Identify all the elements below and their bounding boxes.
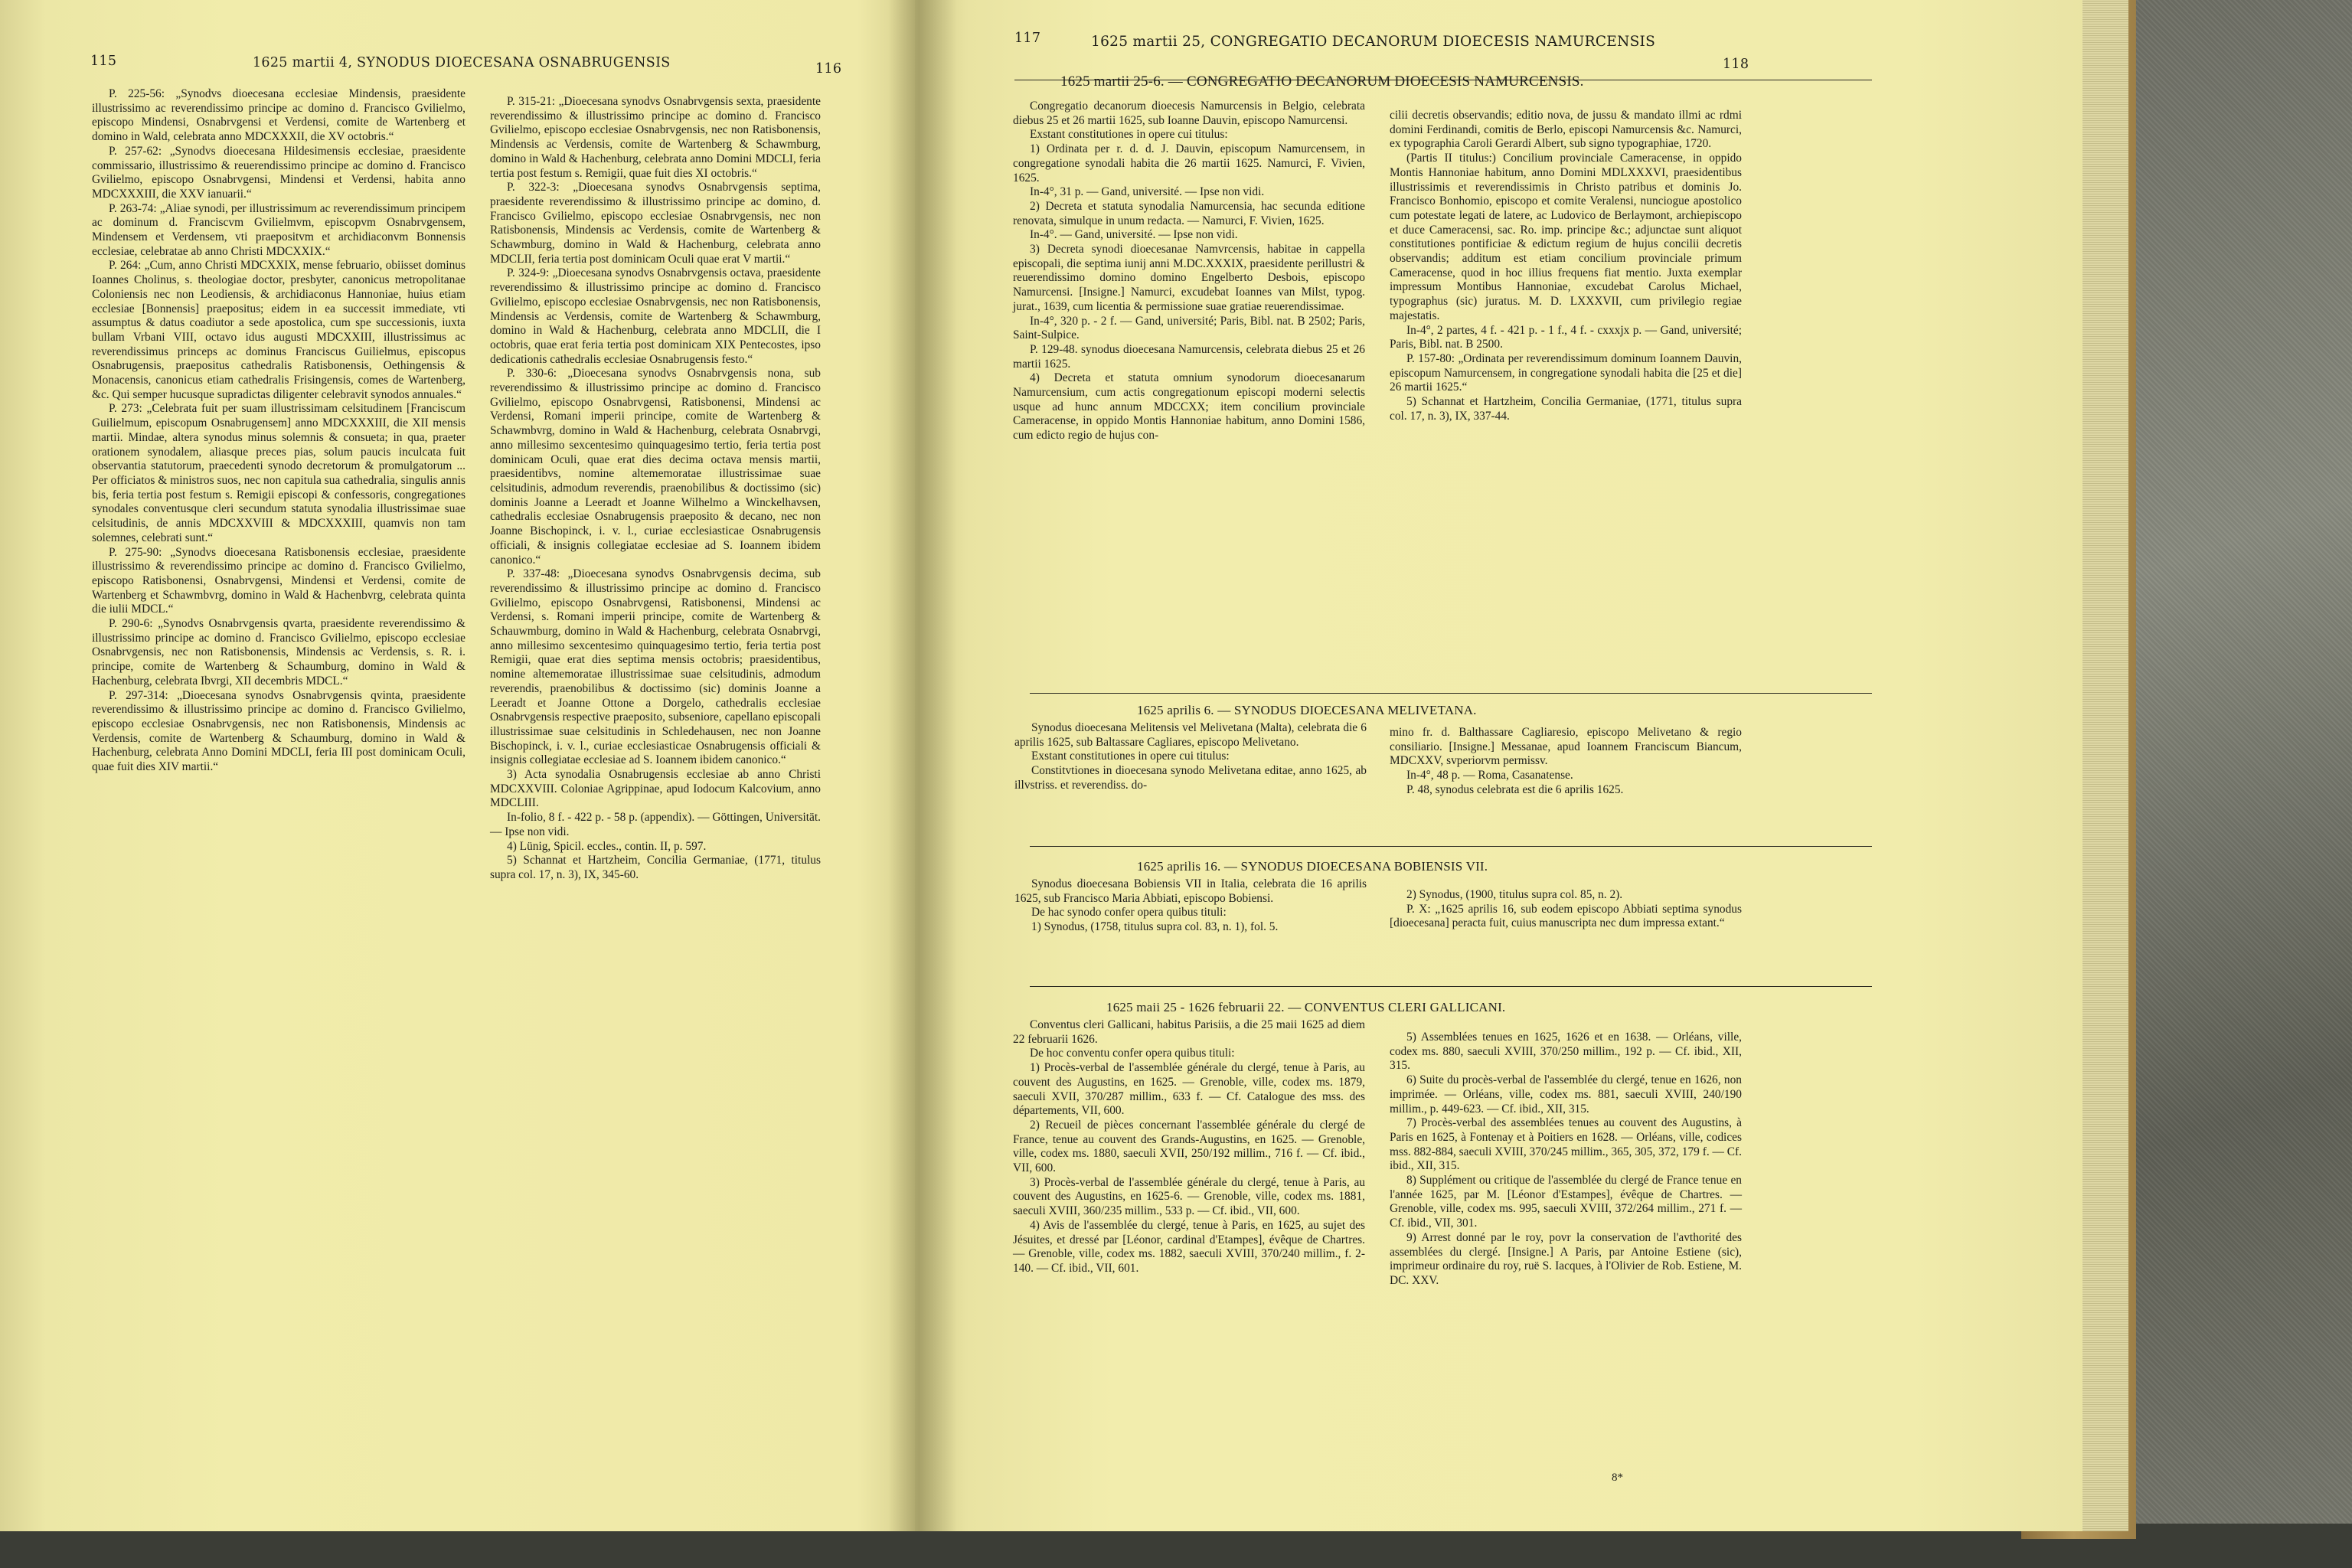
signature-mark: 8* (1612, 1472, 1623, 1484)
paragraph: 5) Schannat et Hartzheim, Concilia Germaniae, (1771, titulus supra col. 17, n. 3), IX, 337-44. (1390, 395, 1742, 423)
entry-p225: P. 225-56: „Synodvs dioecesana ecclesiae Mindensis, praesidente illustrissimo ac reverendissimo principe ac domino d. Francisco Gvilielmo, episcopo Mindensi, Osnabrvgensi et Verdensi, comite de Wartenberg et domino in Wald, celebrata anno MDCXXXII, die XV octobris.“ (92, 87, 466, 144)
entry-p290: P. 290-6: „Synodvs Osnabrvgensis qvarta, praesidente reverendissimo & illustrissimo principe ac domino d. Francisco Gvilielmo, episcopo ecclesiae Osnabrvgensis, nec non Ratisbonensis, Mindensis ac Verdensis, s. R. i. principe, comite de Wartenberg & Schaumburg, domino in Wald & Hachenburg, celebrata Ibvrgi, XII decembris MDCL.“ (92, 617, 466, 688)
page-number-118: 118 (1723, 57, 1749, 72)
paragraph: cilii decretis observandis; editio nova, de jussu & mandato illmi ac rdmi domini Ferdinandi, comitis de Berlo, episcopi Namurcensis &c. Namurci, ex typographia Caroli Gerardi Albert, sub signo typographiae, 1720. (1390, 109, 1742, 151)
right-page (915, 0, 2128, 1531)
bobiensis-column-a (1014, 877, 1367, 935)
paragraph: P. 157-80: „Ordinata per reverendissimum dominum Ioannem Dauvin, episcopum Namurcensem, in congregatione synodali habita die [25 et die] 26 martii 1625.“ (1390, 351, 1742, 394)
paragraph: 4) Decreta et statuta omnium synodorum dioecesanarum Namurcensium, cum actis congregationum episcopi moderni selectis usque ad hunc annum MDCCXX; item concilium provinciale Cameracense, in oppido Montis Hannoniae habitum, anno Domini 1586, cum edicto regio de hujus con- (1013, 371, 1365, 443)
entry-p337: P. 337-48: „Dioecesana synodvs Osnabrvgensis decima, sub reverendissimo & illustrissimo principe ac domino d. Francisco Gvilielmo, episcopo Osnabrvgensi, Ratisbonensi, Mindensi ac Verdensi, s. Romani imperii principe, comite de Wartenberg & Schauwmburg, domino in Wald & Hachenburg, celebrata Osnabrvgi, anno millesimo sexcentesimo quinquagesimo tertio, feria tertia post Remigii, quae erat dies septima mensis octobris; praesidentibus, nomine altememoratae illustrissimae suae celsitudinis, admodum reverendis, praenobilibus & doctissimo (sic) dominis Joanne a Leeradt et Joanne Ottone a Dorgelo, cathedralis ecclesiae Osnabrvgensis respective praeposito, subseniore, capellano episcopali illustrissimae suae celsitudinis in Schledehausen, nec non Joanne Bischopinck, i. v. l., curiae ecclesiasticae Osnabrugensis officiali & insignis collegiatae ecclesiae ad S. Ioannem ibidem canonico.“ (490, 567, 821, 767)
paragraph: 2) Recueil de pièces concernant l'assemblée générale du clergé de France, tenue au couvent des Grands-Augustins, en 1625. — Grenoble, ville, codex ms. 1880, saeculi XVII, 250/192 millim., 716 f. — Cf. ibid., VII, 600. (1013, 1118, 1365, 1175)
left-column-b (490, 95, 821, 883)
paragraph: De hac synodo confer opera quibus tituli: (1031, 906, 1227, 920)
paragraph: P. 48, synodus celebrata est die 6 aprilis 1625. (1406, 782, 1624, 796)
section-namurcensis-title: 1625 martii 25-6. — CONGREGATIO DECANORUM DIOECESIS NAMURCENSIS. (1060, 74, 1584, 90)
paragraph: Synodus dioecesana Bobiensis VII in Italia, celebrata die 16 aprilis 1625, sub Francisco Maria Abbiati, episcopo Bobiensi. (1014, 877, 1367, 905)
paragraph: De hoc conventu confer opera quibus tituli: (1030, 1047, 1235, 1060)
paragraph: 4) Avis de l'assemblée du clergé, tenue à Paris, en 1625, au sujet des Jésuites, et dressé par [Léonor, cardinal d'Etampes], évêque de Chartres. — Grenoble, ville, codex ms. 1882, saeculi XVIII, 370/240 millim., f. 2-140. — Cf. ibid., VII, 601. (1013, 1218, 1365, 1275)
paragraph: In-4°, 31 p. — Gand, université. — Ipse non vidi. (1030, 185, 1265, 199)
section-bobiensis-title: 1625 aprilis 16. — SYNODUS DIOECESANA BOBIENSIS VII. (1137, 859, 1488, 874)
section-divider-3 (1030, 986, 1872, 987)
page-fore-edge (2082, 0, 2128, 1531)
entry-p264: P. 264: „Cum, anno Christi MDCXXIX, mense februario, obiisset dominus Ioannes Cholinus, s. theologiae doctor, presbyter, canonicus metropolitanae Coloniensis nec non Leodiensis, & archidiaconus Hannoniae, huius etiam ecclesiae [Bonnensis] praepositus; eidem in ea successit immediate, vti assumptus & datus coadiutor a sede apostolica, cum spe successionis, iuxta bullam Vrbani VIII, octavo idus augusti MDCXXIII, illustrissimus ac reverendissimus princeps ac dominus Franciscus Guilielmus, episcopus Osnabrugensis, praepositus cathedralis Ratisbonensis, Oethingensis & Monacensis, canonicus etiam cathedralis Frisingensis, comes de Wartenberg, &c. Qui semper hucusque supradictas diligenter celebravit synodos annuales.“ (92, 259, 466, 401)
entry-p273: P. 273: „Celebrata fuit per suam illustrissimam celsitudinem [Franciscum Guilielmum, episcopum Osnabrugensem] anno MDCXXXIII, die XII mensis martii. Mindae, altera synodus minus solemnis & consueta; in qua, praeter orationem synodalem, aliasque preces pias, solum paucis inculcata fuit observantia statutorum, praecedenti synodo decretorum & promulgatorum ... Per officiatos & ministros suos, nec non capitula sua cathedralia, singulis annis bis, feria tertia post festum s. Remigii episcopi & confessoris, congregationes synodales conventusque cleri secundum statuta synodalia illustrissimae suae celsitudinis, de annis MDCXXVIII & MDCXXXIII, quamvis non tam solemnes, celebrati sunt.“ (92, 402, 466, 544)
paragraph: Congregatio decanorum dioecesis Namurcensis in Belgio, celebrata diebus 25 et 26 martii 1625, sub Ioanne Dauvin, episcopo Namurcensi. (1013, 100, 1365, 127)
paragraph: In-4°, 320 p. - 2 f. — Gand, université; Paris, Bibl. nat. B 2502; Paris, Saint-Sulpice. (1013, 314, 1365, 342)
paragraph: 1) Synodus, (1758, titulus supra col. 83, n. 1), fol. 5. (1031, 920, 1279, 934)
namurcensis-column-b (1390, 109, 1742, 423)
entry-p330: P. 330-6: „Dioecesana synodvs Osnabrvgensis nona, sub reverendissimo & illustrissimo principe ac domino d. Francisco Gvilielmo, episcopo Osnabrvgensi, Ratisbonensi, Mindensi ac Verdensi, Romani imperii principe, comite de Wartenberg & Schawmbvrg, domino in Wald & Hachenburg, celebrata Osnabrvgi, anno millesimo sexcentesimo quinquagesimo tertio, feria tertia post dominicam Oculi, quae erat dies decima octava mensis martii, praesidentibvs, nomine altememoratae illustrissimae suae celsitudinis, admodum reverendis, praenobilibus & doctissimo (sic) dominis Joanne a Leeradt et Joanne Wilhelmo a Winckelhavsen, cathedralis ecclesiae Osnabrugensis praeposito & decano, nec non Joanne Bischopinck, i. v. l., curiae ecclesiasticae Osnabrugensis officiali, & insignis collegiatae ecclesiae ad S. Ioannem ibidem canonico.“ (490, 367, 821, 567)
paragraph: (Partis II titulus:) Concilium provinciale Cameracense, in oppido Montis Hannoniae habitum, anno Domini MDLXXXVI, praesidentibus illustrissimis et reverendissimis in Christo patribus et dominis Jo. Francisco Bonhomio, episcopo et comite Veralensi, nunciogue apostolico cum potestate legati de latere, ac Ludovico de Berlaymont, archiepiscopo et duce Cameracensi, sac. Ro. imp. principe &c.; adjunctae sunt aliquot constitutiones pontificiae & edictum regium de hujus concilii decretis observandis; additum est etiam concilium provinciale primum Cameracense, quod in hoc illius frequens fiat mentio. Juxta exemplar impressum Montibus Hannoniae, excudebat Carolus Michael, typographus (sic) juratus. M. D. LXXXVII, cum privilegio regiae majestatis. (1390, 152, 1742, 322)
entry-p275: P. 275-90: „Synodvs dioecesana Ratisbonensis ecclesiae, praesidente illustrissimo & reverendissimo principe ac domino d. Francisco Gvilielmo, episcopo Ratisbonensi, Osnabrvgensi, Mindensi et Verdensi, comite de Wartenberg et Schawmbvrg, domino in Wald & Hachenbvrg, celebrata quinta die iulii MDCL.“ (92, 545, 466, 616)
namurcensis-column-a (1013, 100, 1365, 443)
gallicani-column-a (1013, 1018, 1365, 1276)
melivetana-column-a (1014, 721, 1367, 793)
paragraph: 5) Assemblées tenues en 1625, 1626 et en 1638. — Orléans, ville, codex ms. 880, saeculi XVIII, 370/250 millim., 192 p. — Cf. ibid., XII, 315. (1390, 1031, 1742, 1073)
paragraph: Constitvtiones in dioecesana synodo Melivetana editae, anno 1625, ab illvstriss. et reverendiss. do- (1014, 764, 1367, 792)
entry-p297: P. 297-314: „Dioecesana synodvs Osnabrvgensis qvinta, praesidente reverendissimo & illustrissimo principe ac domino d. Francisco Gvilielmo, episcopo ecclesiae Osnabrvgensis, nec non Ratisbonensis, Mindensis ac Verdensis, comite de Wartenberg & Schaumburg, domino in Wald & Hachenburg, celebrata Anno Domini MDCLI, feria III post dominicam Oculi, quae fuit dies XIV martii.“ (92, 688, 466, 774)
melivetana-column-b (1390, 726, 1742, 798)
paragraph: 2) Decreta et statuta synodalia Namurcensia, hac secunda editione renovata, simulque in unum redacta. — Namurci, F. Vivien, 1625. (1013, 199, 1365, 227)
entry-p263: P. 263-74: „Aliae synodi, per illustrissimum ac reverendissimum principem ac dominum d. Franciscvm Gvilielmvm, episcopvm Osnabrvgensem, Mindensem et Verdensem, vti praepositvm et archidiaconvm Bonnensis ecclesiae, celebratae ab anno Christi MDCXXIX.“ (92, 201, 466, 258)
entry-infolio: In-folio, 8 f. - 422 p. - 58 p. (appendix). — Göttingen, Universität. — Ipse non vidi. (490, 811, 821, 838)
paragraph: In-4°, 48 p. — Roma, Casanatense. (1406, 769, 1573, 782)
paragraph: 3) Decreta synodi dioecesanae Namvrcensis, habitae in cappella episcopali, die septima iunij anni M.DC.XXXIX, praesidente perillustri & reuerendissimo domino domino Engelberto Desbois, episcopo Namurcensi. [Insigne.] Namurci, excudebat Ioannes van Milst, typog. jurat., 1639, cum licentia & permissione suae gratiae reuerendissimae. (1013, 243, 1365, 313)
page-number-115: 115 (90, 54, 117, 69)
entry-p322: P. 322-3: „Dioecesana synodvs Osnabrvgensis septima, praesidente reverendissimo & illustrissimo principe ac domino, d. Francisco Gvilielmo, episcopo ecclesiae Osnabrvgensis, nec non Ratisbonensis, Mindensis ac Verdensis, comite de Wartenberg & Schawmburg, domino in Wald & Hachenburg, celebrata anno MDCLII, feria tertia post dominicam Oculi quae erat V martii.“ (490, 181, 821, 266)
paragraph: mino fr. d. Balthassare Cagliaresio, episcopo Melivetano & regio consiliario. [Insigne.] Messanae, apud Ioannem Franciscum Biancum, MDCXXV, svperiorvm permissv. (1390, 726, 1742, 768)
entry-lunig: 4) Lünig, Spicil. eccles., contin. II, p. 597. (507, 839, 707, 853)
paragraph: Synodus dioecesana Melitensis vel Melivetana (Malta), celebrata die 6 aprilis 1625, sub Baltassare Cagliares, episcopo Melivetano. (1014, 721, 1367, 749)
paragraph: P. X: „1625 aprilis 16, sub eodem episcopo Abbiati septima synodus [dioecesana] peracta fuit, cuius manuscripta nec dum impressa extant.“ (1390, 902, 1742, 930)
section-divider-2 (1030, 846, 1872, 847)
section-gallicani-title: 1625 maii 25 - 1626 februarii 22. — CONVENTUS CLERI GALLICANI. (1106, 1000, 1506, 1014)
book-gutter (888, 0, 957, 1531)
paragraph: 8) Supplément ou critique de l'assemblée du clergé de France tenue en l'année 1625, par M. [Léonor d'Estampes], évêque de Chartres. — Grenoble, ville, codex ms. 995, saeculi XVIII, 372/264 millim., 271 f. — Cf. ibid., VII, 301. (1390, 1174, 1742, 1230)
entry-acta: 3) Acta synodalia Osnabrugensis ecclesiae ab anno Christi MDCXXVIII. Coloniae Agrippinae, apud Iodocum Kalcovium, anno MDCLIII. (490, 768, 821, 810)
page-number-117: 117 (1014, 31, 1041, 46)
paragraph: Exstant constitutiones in opere cui titulus: (1030, 128, 1228, 142)
page-number-116: 116 (815, 61, 842, 77)
paragraph: In-4°, 2 partes, 4 f. - 421 p. - 1 f., 4 f. - cxxxjx p. — Gand, université; Paris, Bibl. nat. B 2500. (1390, 323, 1742, 351)
paragraph: In-4°. — Gand, université. — Ipse non vidi. (1030, 228, 1238, 242)
paragraph: 3) Procès-verbal de l'assemblée générale du clergé, tenue à Paris, au couvent des Augustins, en 1625-6. — Grenoble, ville, codex ms. 1881, saeculi XVIII, 360/235 millim., 533 p. — Cf. ibid., VII, 600. (1013, 1175, 1365, 1218)
paragraph: 9) Arrest donné par le roy, povr la conservation de l'avthorité des assemblées du clergé. [Insigne.] A Paris, par Antoine Estiene (sic), imprimeur ordinaire du roy, ruë S. Iacques, à l'Olivier de Rob. Estiene, M. DC. XXV. (1390, 1230, 1742, 1287)
left-page (0, 0, 915, 1531)
left-column-a (92, 87, 466, 775)
paragraph: 1) Procès-verbal de l'assemblée générale du clergé, tenue à Paris, au couvent des Augustins, en 1625. — Grenoble, ville, codex ms. 1879, saeculi XVII, 370/287 millim., 633 f. — Cf. Catalogue des mss. des départements, VII, 600. (1013, 1061, 1365, 1118)
paragraph: 7) Procès-verbal des assemblées tenues au couvent des Augustins, à Paris en 1625, à Fontenay et à Poitiers en 1628. — Orléans, ville, codices mss. 882-884, saeculi XVIII, 370/245 millim., 365, 305, 372, 179 f. — Cf. ibid., XII, 315. (1390, 1116, 1742, 1173)
entry-p315: P. 315-21: „Dioecesana synodvs Osnabrvgensis sexta, praesidente reverendissimo & illustrissimo principe ac domino d. Francisco Gvilielmo, episcopo ecclesiae Osnabrvgensis, nec non Ratisbonensis, Mindensis ac Verdensis, comite de Wartenberg & Schawmburg, domino in Wald & Hachenburg, celebrata anno Domini MDCLI, feria tertia post festum s. Remigii, quae fuit dies XI octobris.“ (490, 95, 821, 180)
bobiensis-column-b (1390, 888, 1742, 931)
paragraph: 2) Synodus, (1900, titulus supra col. 85, n. 2). (1406, 888, 1623, 901)
carpet-background (2128, 0, 2352, 1568)
paragraph: 1) Ordinata per r. d. d. J. Dauvin, episcopum Namurcensem, in congregatione synodali habita die 26 martii 1625. Namurci, F. Vivien, 1625. (1013, 142, 1365, 185)
section-divider-1 (1030, 693, 1872, 694)
entry-p257: P. 257-62: „Synodvs dioecesana Hildesimensis ecclesiae, praesidente commissario, illustrissimo & reuerendissimo principe ac domino d. Francisco Gvilielmo, episcopo Osnabrvgensi, Mindensi et Verdensi, habita anno MDCXXXIII, die XXV ianuarii.“ (92, 144, 466, 201)
gallicani-column-b (1390, 1031, 1742, 1289)
left-running-head: 1625 martii 4, SYNODUS DIOECESANA OSNABRUGENSIS (253, 55, 671, 70)
entry-p324: P. 324-9: „Dioecesana synodvs Osnabrvgensis octava, praesidente reverendissimo & illustrissimo principe ac domino d. Francisco Gvilielmo, episcopo ecclesiae Osnabrvgensis, nec non Ratisbonensis, Mindensis ac Verdensis, comite de Wartenberg & Schawmburg, domino in Wald & Hachenburg, celebrata anno MDCLII, die I octobris, quae erat feria tertia post dominicam XIX Pentecostes, ipso dedicationis cathedralis ecclesiae Osnabrugensis festo.“ (490, 266, 821, 366)
entry-schannat-left: 5) Schannat et Hartzheim, Concilia Germaniae, (1771, titulus supra col. 17, n. 3), IX, 345-60. (490, 854, 821, 881)
paragraph: Conventus cleri Gallicani, habitus Parisiis, a die 25 maii 1625 ad diem 22 februarii 1626. (1013, 1018, 1365, 1046)
right-running-head: 1625 martii 25, CONGREGATIO DECANORUM DIOECESIS NAMURCENSIS (1091, 34, 1656, 50)
section-melivetana-title: 1625 aprilis 6. — SYNODUS DIOECESANA MELIVETANA. (1137, 703, 1477, 717)
paragraph: P. 129-48. synodus dioecesana Namurcensis, celebrata diebus 25 et 26 martii 1625. (1013, 342, 1365, 371)
paragraph: 6) Suite du procès-verbal de l'assemblée du clergé, tenue en 1626, non imprimée. — Orléans, ville, codex ms. 881, saeculi XVIII, 240/190 millim., p. 449-623. — Cf. ibid., XII, 315. (1390, 1073, 1742, 1116)
paragraph: Exstant constitutiones in opere cui titulus: (1031, 750, 1230, 763)
